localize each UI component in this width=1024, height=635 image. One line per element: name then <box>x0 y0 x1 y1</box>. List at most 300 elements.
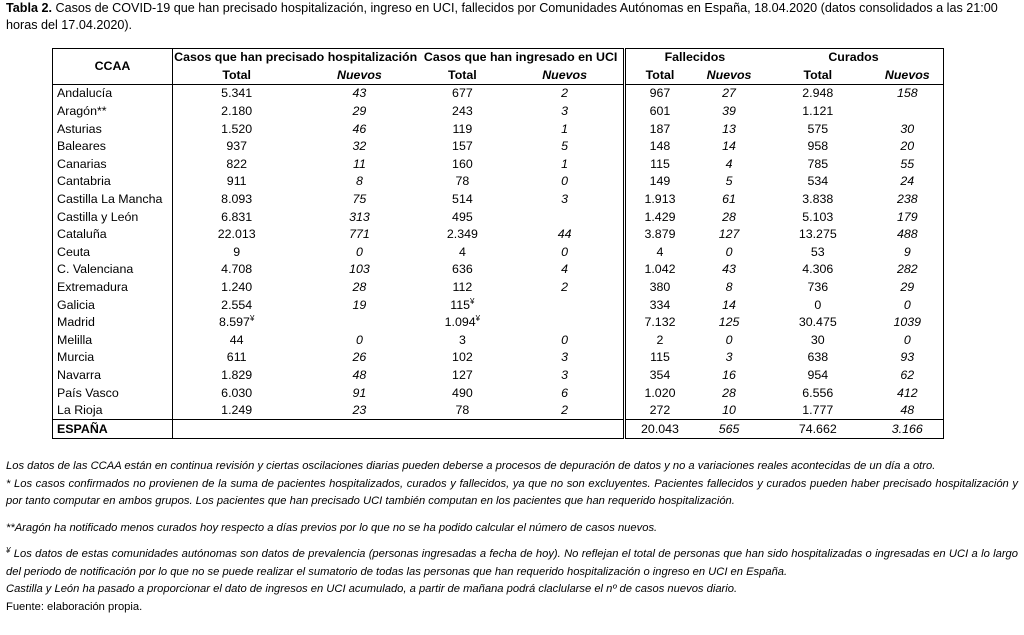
cell-uci-nuevos <box>506 367 624 385</box>
cell-cur-nuevos-value: 179 <box>896 209 918 224</box>
cell-fall-nuevos-value: 28 <box>722 385 736 400</box>
cell-fall-total-value: 334 <box>649 297 671 312</box>
cell-cur-total-value: 534 <box>807 174 829 189</box>
cell-ccaa <box>53 103 173 121</box>
cell-ccaa <box>53 332 173 350</box>
cell-uci-total <box>418 296 506 314</box>
cell-uci-total-value: 115 <box>450 297 471 312</box>
cell-uci-nuevos-value: 1 <box>561 156 569 171</box>
cell-fall-nuevos-value: 27 <box>722 86 736 101</box>
table-row <box>53 138 944 156</box>
cell-cur-total-value: 575 <box>807 121 829 136</box>
cell-uci-nuevos-value: 2 <box>561 280 569 295</box>
cell-fall-total <box>624 85 694 103</box>
cell-cur-nuevos-value: 282 <box>896 262 918 277</box>
fall-total-header: Total <box>624 67 694 85</box>
cell-fall-nuevos <box>694 384 764 402</box>
cell-cur-total <box>764 384 872 402</box>
cell-ccaa-value: La Rioja <box>57 403 103 418</box>
total-cell-empty <box>172 420 300 439</box>
source-note: Fuente: elaboración propia. <box>6 600 143 613</box>
table-row <box>53 332 944 350</box>
cell-hosp-nuevos-value: 75 <box>352 192 367 207</box>
cell-fall-nuevos-value: 3 <box>725 350 733 365</box>
cell-uci-total-value: 243 <box>452 104 473 119</box>
cell-ccaa-value: Melilla <box>57 332 93 347</box>
cell-uci-nuevos-value: 44 <box>557 227 572 242</box>
cell-cur-nuevos-value: 238 <box>896 192 918 207</box>
cell-hosp-nuevos-value: 26 <box>352 350 367 365</box>
cell-fall-nuevos <box>694 332 764 350</box>
table-row <box>53 402 944 420</box>
cell-ccaa <box>53 296 173 314</box>
cell-hosp-total <box>172 349 300 367</box>
cell-cur-total <box>764 138 872 156</box>
table-row <box>53 208 944 226</box>
total-curados-nuevos: 3.166 <box>872 420 944 439</box>
cell-hosp-nuevos <box>300 173 418 191</box>
cell-hosp-total-value: 1.240 <box>221 280 253 295</box>
cell-ccaa <box>53 208 173 226</box>
cell-uci-total-value: 119 <box>452 121 473 136</box>
cell-hosp-nuevos-value: 28 <box>352 280 367 295</box>
group-curados-header: Curados <box>764 49 944 67</box>
cell-hosp-total-value: 9 <box>233 244 241 259</box>
cell-cur-total-value: 785 <box>807 156 829 171</box>
cell-cur-total <box>764 244 872 262</box>
cell-fall-total-value: 2 <box>656 332 664 347</box>
cell-uci-total <box>418 332 506 350</box>
cell-uci-nuevos-value: 0 <box>561 244 569 259</box>
cell-hosp-nuevos-value: 8 <box>355 174 363 189</box>
cell-uci-nuevos-value: 2 <box>561 403 569 418</box>
cell-ccaa-value: Castilla y León <box>57 209 139 224</box>
cell-ccaa <box>53 279 173 297</box>
caption-text: Casos de COVID-19 que han precisado hospitalización, ingreso en UCI, fallecidos por Comunidades Autónomas en España, 18.04.2020 (datos consolidados a las 21:00 horas del 17.04.2020). <box>6 1 998 32</box>
cell-uci-nuevos <box>506 384 624 402</box>
cell-cur-nuevos <box>872 103 944 121</box>
total-row <box>53 420 944 439</box>
cell-uci-total-value: 78 <box>455 174 470 189</box>
cell-hosp-nuevos-value: 48 <box>352 367 367 382</box>
cell-fall-total-value: 1.042 <box>644 262 676 277</box>
cell-fall-total-value: 187 <box>649 121 671 136</box>
cell-cur-total-value: 954 <box>807 367 829 382</box>
cell-cur-nuevos <box>872 138 944 156</box>
cell-ccaa-value: Murcia <box>57 350 95 365</box>
cell-fall-nuevos <box>694 296 764 314</box>
cell-uci-total-value: 1.094 <box>444 315 476 330</box>
cell-hosp-nuevos <box>300 261 418 279</box>
cell-hosp-total <box>172 138 300 156</box>
cell-uci-nuevos-value: 6 <box>561 385 569 400</box>
cell-hosp-nuevos-value: 43 <box>352 86 367 101</box>
cell-hosp-total <box>172 173 300 191</box>
cell-cur-total-value: 5.103 <box>802 209 834 224</box>
cell-cur-total <box>764 279 872 297</box>
cell-cur-nuevos-value: 412 <box>896 385 918 400</box>
cell-hosp-total <box>172 85 300 103</box>
cell-hosp-total <box>172 156 300 174</box>
table-row <box>53 120 944 138</box>
cell-ccaa-value: Navarra <box>57 367 102 382</box>
cell-hosp-total-value: 911 <box>226 174 247 189</box>
cell-hosp-nuevos <box>300 349 418 367</box>
cell-fall-total <box>624 367 694 385</box>
cell-cur-total <box>764 226 872 244</box>
cell-uci-nuevos <box>506 85 624 103</box>
cell-ccaa-value: Andalucía <box>57 86 113 101</box>
cell-cur-nuevos <box>872 296 944 314</box>
cell-uci-nuevos-value: 3 <box>561 192 569 207</box>
cell-cur-total <box>764 156 872 174</box>
cell-ccaa-value: Castilla La Mancha <box>57 192 163 207</box>
cell-fall-nuevos-value: 14 <box>722 139 736 154</box>
cell-uci-total-value: 102 <box>452 350 473 365</box>
cell-uci-total <box>418 314 506 332</box>
cell-cur-nuevos-value: 0 <box>903 332 911 347</box>
cell-hosp-total-value: 937 <box>226 139 248 154</box>
cell-hosp-total <box>172 296 300 314</box>
cell-uci-nuevos-value: 5 <box>561 139 569 154</box>
note-aragon: **Aragón ha notificado menos curados hoy respecto a días previos por lo que no se ha podido calcular el número de casos nuevos. <box>6 521 658 534</box>
cell-ccaa <box>53 244 173 262</box>
hosp-nuevos-header: Nuevos <box>300 67 418 85</box>
cell-ccaa <box>53 120 173 138</box>
cell-uci-total <box>418 402 506 420</box>
cell-fall-total-value: 115 <box>650 350 670 365</box>
cell-fall-total-value: 7.132 <box>644 315 676 330</box>
cell-cur-nuevos-value: 0 <box>903 297 911 312</box>
cell-fall-nuevos-value: 0 <box>725 244 733 259</box>
table-row <box>53 367 944 385</box>
cell-ccaa-value: País Vasco <box>57 385 119 400</box>
cell-uci-nuevos <box>506 244 624 262</box>
cell-uci-total-value: 677 <box>452 86 473 101</box>
cell-fall-nuevos-value: 14 <box>722 297 736 312</box>
table-row <box>53 85 944 103</box>
cell-cur-total-value: 0 <box>814 297 822 312</box>
cell-ccaa-value: Aragón** <box>57 104 107 119</box>
cell-fall-total <box>624 208 694 226</box>
cell-fall-total <box>624 349 694 367</box>
cell-uci-total-value: 3 <box>458 332 466 347</box>
cell-fall-total-value: 115 <box>650 156 670 171</box>
cell-fall-nuevos <box>694 120 764 138</box>
cell-cur-total <box>764 173 872 191</box>
note-revision: Los datos de las CCAA están en continua revisión y ciertas oscilaciones diarias pueden deberse a procesos de depuración de datos y no a variaciones reales acontecidas de un día a otro. <box>6 460 936 472</box>
cell-cur-nuevos <box>872 402 944 420</box>
cell-fall-total <box>624 314 694 332</box>
cell-uci-nuevos-value: 2 <box>561 86 569 101</box>
cell-uci-nuevos <box>506 296 624 314</box>
cell-fall-nuevos <box>694 138 764 156</box>
uci-total-header: Total <box>418 67 506 85</box>
cell-fall-nuevos-value: 5 <box>725 174 733 189</box>
cell-cur-nuevos <box>872 314 944 332</box>
cell-ccaa <box>53 173 173 191</box>
cell-hosp-nuevos-value: 46 <box>352 121 367 136</box>
cell-uci-total <box>418 85 506 103</box>
cell-hosp-total-value: 8.093 <box>221 192 253 207</box>
note-prevalencia-text: Los datos de estas comunidades autónomas son datos de prevalencia (personas ingresadas a fecha de hoy). No reflejan el total de personas que han sido hospitalizadas o ingresadas en UCI a lo largo del periodo de notificación por lo que no se puede realizar el sumatorio de todas las personas que han requerido hospitalización o ingreso en UCI en España. <box>6 548 1018 578</box>
cell-uci-total-value: 127 <box>452 367 473 382</box>
cell-cur-nuevos-value: 62 <box>900 367 915 382</box>
cell-fall-nuevos-value: 39 <box>722 104 736 119</box>
cell-uci-nuevos <box>506 332 624 350</box>
cell-cur-total-value: 30.475 <box>798 315 837 330</box>
cell-fall-nuevos <box>694 349 764 367</box>
cell-cur-nuevos <box>872 120 944 138</box>
cell-fall-total-value: 149 <box>649 174 671 189</box>
cell-uci-nuevos-value: 1 <box>561 121 569 136</box>
cell-uci-nuevos <box>506 173 624 191</box>
cell-hosp-nuevos-value: 29 <box>352 104 367 119</box>
cell-cur-total-value: 6.556 <box>802 385 834 400</box>
cell-cur-total <box>764 85 872 103</box>
cell-hosp-total <box>172 120 300 138</box>
cell-fall-nuevos <box>694 173 764 191</box>
cell-hosp-total-value: 5.341 <box>221 86 253 101</box>
cell-fall-total <box>624 226 694 244</box>
cell-uci-total-value: 514 <box>452 192 473 207</box>
cell-ccaa <box>53 156 173 174</box>
cell-hosp-total-value: 2.554 <box>221 297 253 312</box>
cell-uci-nuevos-value: 0 <box>561 174 569 189</box>
cell-hosp-total <box>172 384 300 402</box>
total-cell-empty <box>506 420 624 439</box>
group-uci-header: Casos que han ingresado en UCI <box>418 49 624 67</box>
table-caption <box>6 0 1016 34</box>
cell-hosp-total-value: 2.180 <box>221 104 253 119</box>
cell-hosp-nuevos-value: 11 <box>352 156 366 171</box>
cell-uci-total <box>418 384 506 402</box>
cell-cur-total-value: 53 <box>810 244 825 259</box>
cell-uci-nuevos <box>506 208 624 226</box>
cell-ccaa <box>53 384 173 402</box>
cell-cur-total <box>764 103 872 121</box>
cell-cur-nuevos <box>872 261 944 279</box>
cell-fall-nuevos-value: 125 <box>718 315 740 330</box>
cell-fall-nuevos-value: 28 <box>722 209 736 224</box>
cell-uci-total <box>418 120 506 138</box>
cell-fall-nuevos <box>694 85 764 103</box>
cur-total-header: Total <box>764 67 872 85</box>
prevalence-mark: ¥ <box>470 296 475 306</box>
cell-fall-total <box>624 261 694 279</box>
cell-fall-nuevos <box>694 208 764 226</box>
cell-fall-total <box>624 384 694 402</box>
cell-ccaa <box>53 85 173 103</box>
cell-hosp-nuevos <box>300 226 418 244</box>
cell-cur-nuevos <box>872 384 944 402</box>
cell-uci-nuevos-value: 3 <box>561 367 569 382</box>
group-fallecidos-header: Fallecidos <box>624 49 764 67</box>
cell-fall-total <box>624 103 694 121</box>
header-row-groups <box>53 49 944 67</box>
cell-ccaa-value: Ceuta <box>57 244 91 259</box>
col-ccaa-header: CCAA <box>53 49 173 85</box>
table-row <box>53 226 944 244</box>
cell-cur-total <box>764 314 872 332</box>
cell-ccaa <box>53 138 173 156</box>
cell-hosp-nuevos <box>300 384 418 402</box>
cell-hosp-total-value: 4.708 <box>221 262 253 277</box>
cell-uci-total-value: 160 <box>452 156 473 171</box>
cell-ccaa-value: Extremadura <box>57 280 128 295</box>
cell-ccaa <box>53 191 173 209</box>
cell-cur-nuevos <box>872 367 944 385</box>
cell-hosp-nuevos-value: 32 <box>352 139 367 154</box>
note-castilla-leon: Castilla y León ha pasado a proporcionar el dato de ingresos en UCI acumulado, a partir de mañana podrá claclularse el nº de casos nuevos diario. <box>6 583 738 595</box>
cell-uci-nuevos-value: 3 <box>561 350 569 365</box>
prevalence-mark: ¥ <box>249 314 255 324</box>
cell-cur-nuevos-value: 1039 <box>893 315 922 330</box>
table-row <box>53 349 944 367</box>
cell-cur-total <box>764 332 872 350</box>
cell-cur-total-value: 958 <box>807 139 829 154</box>
cell-uci-nuevos <box>506 402 624 420</box>
cell-fall-total-value: 354 <box>649 367 671 382</box>
cell-ccaa <box>53 226 173 244</box>
cell-hosp-total-value: 822 <box>226 156 248 171</box>
total-fallecidos: 20.043 <box>624 420 694 439</box>
cell-fall-total <box>624 244 694 262</box>
cell-cur-total-value: 3.838 <box>802 192 834 207</box>
total-cell-empty <box>418 420 506 439</box>
cell-hosp-nuevos <box>300 279 418 297</box>
cell-cur-total-value: 1.777 <box>802 403 834 418</box>
total-label: ESPAÑA <box>53 420 173 439</box>
cell-hosp-total-value: 6.030 <box>221 385 253 400</box>
cell-uci-total <box>418 156 506 174</box>
total-cell-empty <box>300 420 418 439</box>
cell-uci-nuevos <box>506 103 624 121</box>
cell-fall-nuevos <box>694 261 764 279</box>
cell-ccaa-value: Asturias <box>57 121 102 136</box>
cell-hosp-nuevos <box>300 402 418 420</box>
cell-hosp-total-value: 611 <box>226 350 247 365</box>
cell-fall-total <box>624 173 694 191</box>
cell-hosp-nuevos-value: 0 <box>355 244 363 259</box>
cell-cur-nuevos <box>872 156 944 174</box>
cell-cur-nuevos <box>872 173 944 191</box>
table-row <box>53 296 944 314</box>
cell-cur-total-value: 4.306 <box>802 262 834 277</box>
cell-hosp-nuevos <box>300 85 418 103</box>
cell-hosp-total <box>172 402 300 420</box>
cell-hosp-nuevos-value: 91 <box>352 385 367 400</box>
cell-hosp-nuevos-value: 313 <box>349 209 370 224</box>
cell-fall-nuevos-value: 43 <box>722 262 736 277</box>
cell-cur-total <box>764 349 872 367</box>
table-row <box>53 191 944 209</box>
cell-ccaa <box>53 349 173 367</box>
cell-cur-total <box>764 208 872 226</box>
cell-fall-total-value: 1.429 <box>644 209 676 224</box>
cell-hosp-total <box>172 191 300 209</box>
footnotes <box>6 458 1018 616</box>
cell-hosp-nuevos <box>300 120 418 138</box>
cell-uci-nuevos-value: 4 <box>561 262 569 277</box>
cell-uci-total-value: 78 <box>455 403 470 418</box>
cell-fall-total <box>624 279 694 297</box>
cell-cur-nuevos-value: 158 <box>896 86 918 101</box>
cell-fall-total <box>624 120 694 138</box>
cell-uci-total-value: 4 <box>458 244 466 259</box>
table-body <box>53 85 944 420</box>
cell-fall-nuevos-value: 16 <box>722 367 736 382</box>
cell-fall-total <box>624 138 694 156</box>
cell-hosp-nuevos <box>300 156 418 174</box>
cell-cur-nuevos-value: 9 <box>903 244 911 259</box>
cell-uci-total <box>418 367 506 385</box>
cell-cur-total <box>764 120 872 138</box>
cell-uci-nuevos <box>506 156 624 174</box>
cell-fall-nuevos <box>694 402 764 420</box>
cell-fall-nuevos-value: 10 <box>722 403 736 418</box>
cell-fall-nuevos-value: 127 <box>718 227 740 242</box>
cell-uci-total-value: 490 <box>452 385 473 400</box>
cell-uci-total <box>418 138 506 156</box>
cell-uci-total <box>418 208 506 226</box>
cell-fall-total-value: 4 <box>656 244 664 259</box>
cell-cur-nuevos <box>872 226 944 244</box>
table-row <box>53 384 944 402</box>
cell-cur-total-value: 1.121 <box>802 104 834 119</box>
cell-uci-nuevos <box>506 138 624 156</box>
cell-hosp-total-value: 22.013 <box>217 227 256 242</box>
cell-fall-total-value: 380 <box>649 280 671 295</box>
cell-uci-total <box>418 279 506 297</box>
cell-ccaa-value: Galicia <box>57 297 95 312</box>
cell-fall-nuevos <box>694 367 764 385</box>
cell-cur-total-value: 2.948 <box>802 86 834 101</box>
cell-uci-total <box>418 173 506 191</box>
cell-fall-nuevos <box>694 191 764 209</box>
cell-hosp-nuevos-value: 23 <box>352 403 367 418</box>
cell-fall-total-value: 1.913 <box>644 192 676 207</box>
cell-uci-total <box>418 226 506 244</box>
cell-uci-total <box>418 244 506 262</box>
cell-fall-nuevos <box>694 156 764 174</box>
cell-cur-nuevos-value: 29 <box>900 280 915 295</box>
cell-hosp-nuevos-value: 771 <box>349 227 370 242</box>
total-curados: 74.662 <box>764 420 872 439</box>
cell-fall-total <box>624 402 694 420</box>
cur-nuevos-header: Nuevos <box>872 67 944 85</box>
cell-uci-nuevos <box>506 191 624 209</box>
prevalence-mark: ¥ <box>475 314 481 324</box>
table-row <box>53 314 944 332</box>
cell-fall-nuevos <box>694 103 764 121</box>
cell-cur-nuevos-value: 55 <box>900 156 915 171</box>
cell-hosp-total <box>172 261 300 279</box>
hosp-total-header: Total <box>172 67 300 85</box>
cell-fall-total-value: 1.020 <box>644 385 676 400</box>
cell-cur-total <box>764 402 872 420</box>
table-row <box>53 261 944 279</box>
cell-ccaa <box>53 314 173 332</box>
cell-hosp-total-value: 6.831 <box>221 209 253 224</box>
cell-fall-nuevos <box>694 314 764 332</box>
cell-cur-total <box>764 367 872 385</box>
cell-cur-total <box>764 261 872 279</box>
cell-cur-total <box>764 296 872 314</box>
cell-uci-nuevos <box>506 314 624 332</box>
cell-hosp-total <box>172 314 300 332</box>
cell-cur-total-value: 638 <box>807 350 829 365</box>
